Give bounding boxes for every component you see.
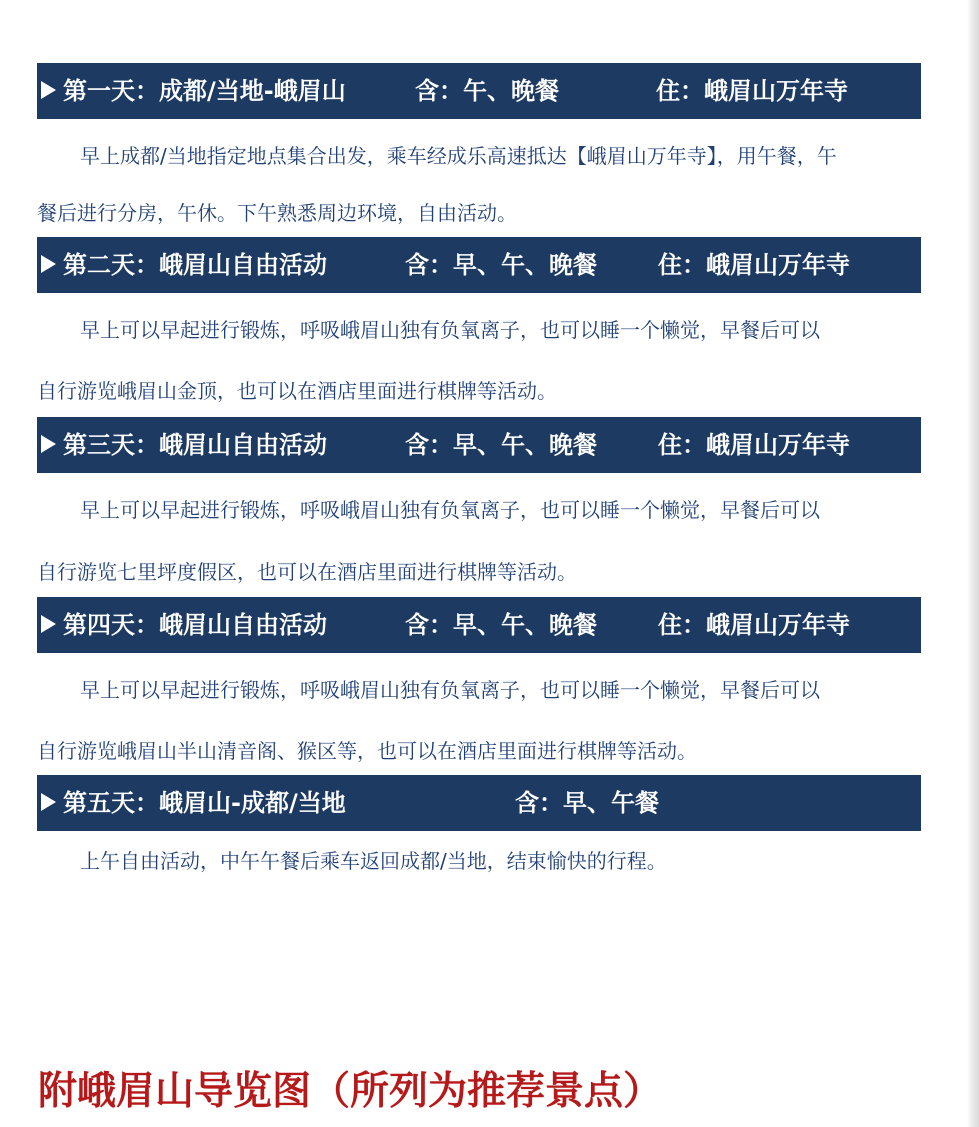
day-1-line-2: 餐后进行分房，午休。下午熟悉周边环境，自由活动。 (37, 201, 517, 225)
day-1-meals: 含：午、晚餐 (415, 77, 559, 105)
play-triangle-icon (41, 793, 56, 811)
day-4-meals: 含：早、午、晚餐 (405, 611, 597, 639)
day-5-meals: 含：早、午餐 (515, 789, 659, 817)
day-3-line-1: 早上可以早起进行锻炼，呼吸峨眉山独有负氧离子，也可以睡一个懒觉，早餐后可以 (80, 498, 820, 522)
day-4-stay: 住：峨眉山万年寺 (658, 611, 850, 639)
day-5-line-1: 上午自由活动，中午午餐后乘车返回成都/当地，结束愉快的行程。 (80, 849, 667, 873)
day-3-line-2: 自行游览七里坪度假区，也可以在酒店里面进行棋牌等活动。 (37, 560, 577, 584)
day-1-stay: 住：峨眉山万年寺 (656, 77, 848, 105)
day-4-line-1: 早上可以早起进行锻炼，呼吸峨眉山独有负氧离子，也可以睡一个懒觉，早餐后可以 (80, 678, 820, 702)
day-2-title: 第二天：峨眉山自由活动 (41, 237, 327, 293)
play-triangle-icon (41, 255, 56, 273)
day-4-header (37, 597, 921, 653)
day-1-title: 第一天：成都/当地-峨眉山 (41, 63, 346, 119)
day-1-line-1: 早上成都/当地指定地点集合出发，乘车经成乐高速抵达【峨眉山万年寺】，用午餐，午 (80, 144, 837, 168)
day-2-meals: 含：早、午、晚餐 (405, 251, 597, 279)
play-triangle-icon (41, 81, 56, 99)
day-4-title: 第四天：峨眉山自由活动 (41, 597, 327, 653)
day-2-stay: 住：峨眉山万年寺 (658, 251, 850, 279)
day-5-header (37, 775, 921, 831)
map-section-title: 附峨眉山导览图（所列为推荐景点） (38, 1068, 663, 1114)
day-2-line-2: 自行游览峨眉山金顶，也可以在酒店里面进行棋牌等活动。 (37, 379, 557, 403)
play-triangle-icon (41, 435, 56, 453)
play-triangle-icon (41, 615, 56, 633)
day-5-title: 第五天：峨眉山-成都/当地 (41, 775, 346, 831)
day-2-line-1: 早上可以早起进行锻炼，呼吸峨眉山独有负氧离子，也可以睡一个懒觉，早餐后可以 (80, 318, 820, 342)
page-edge-shadow (967, 0, 979, 1127)
day-1-header (37, 63, 921, 119)
day-4-line-2: 自行游览峨眉山半山清音阁、猴区等，也可以在酒店里面进行棋牌等活动。 (37, 739, 697, 763)
day-3-stay: 住：峨眉山万年寺 (658, 431, 850, 459)
day-3-header (37, 417, 921, 473)
day-3-meals: 含：早、午、晚餐 (405, 431, 597, 459)
day-3-title: 第三天：峨眉山自由活动 (41, 417, 327, 473)
day-2-header (37, 237, 921, 293)
